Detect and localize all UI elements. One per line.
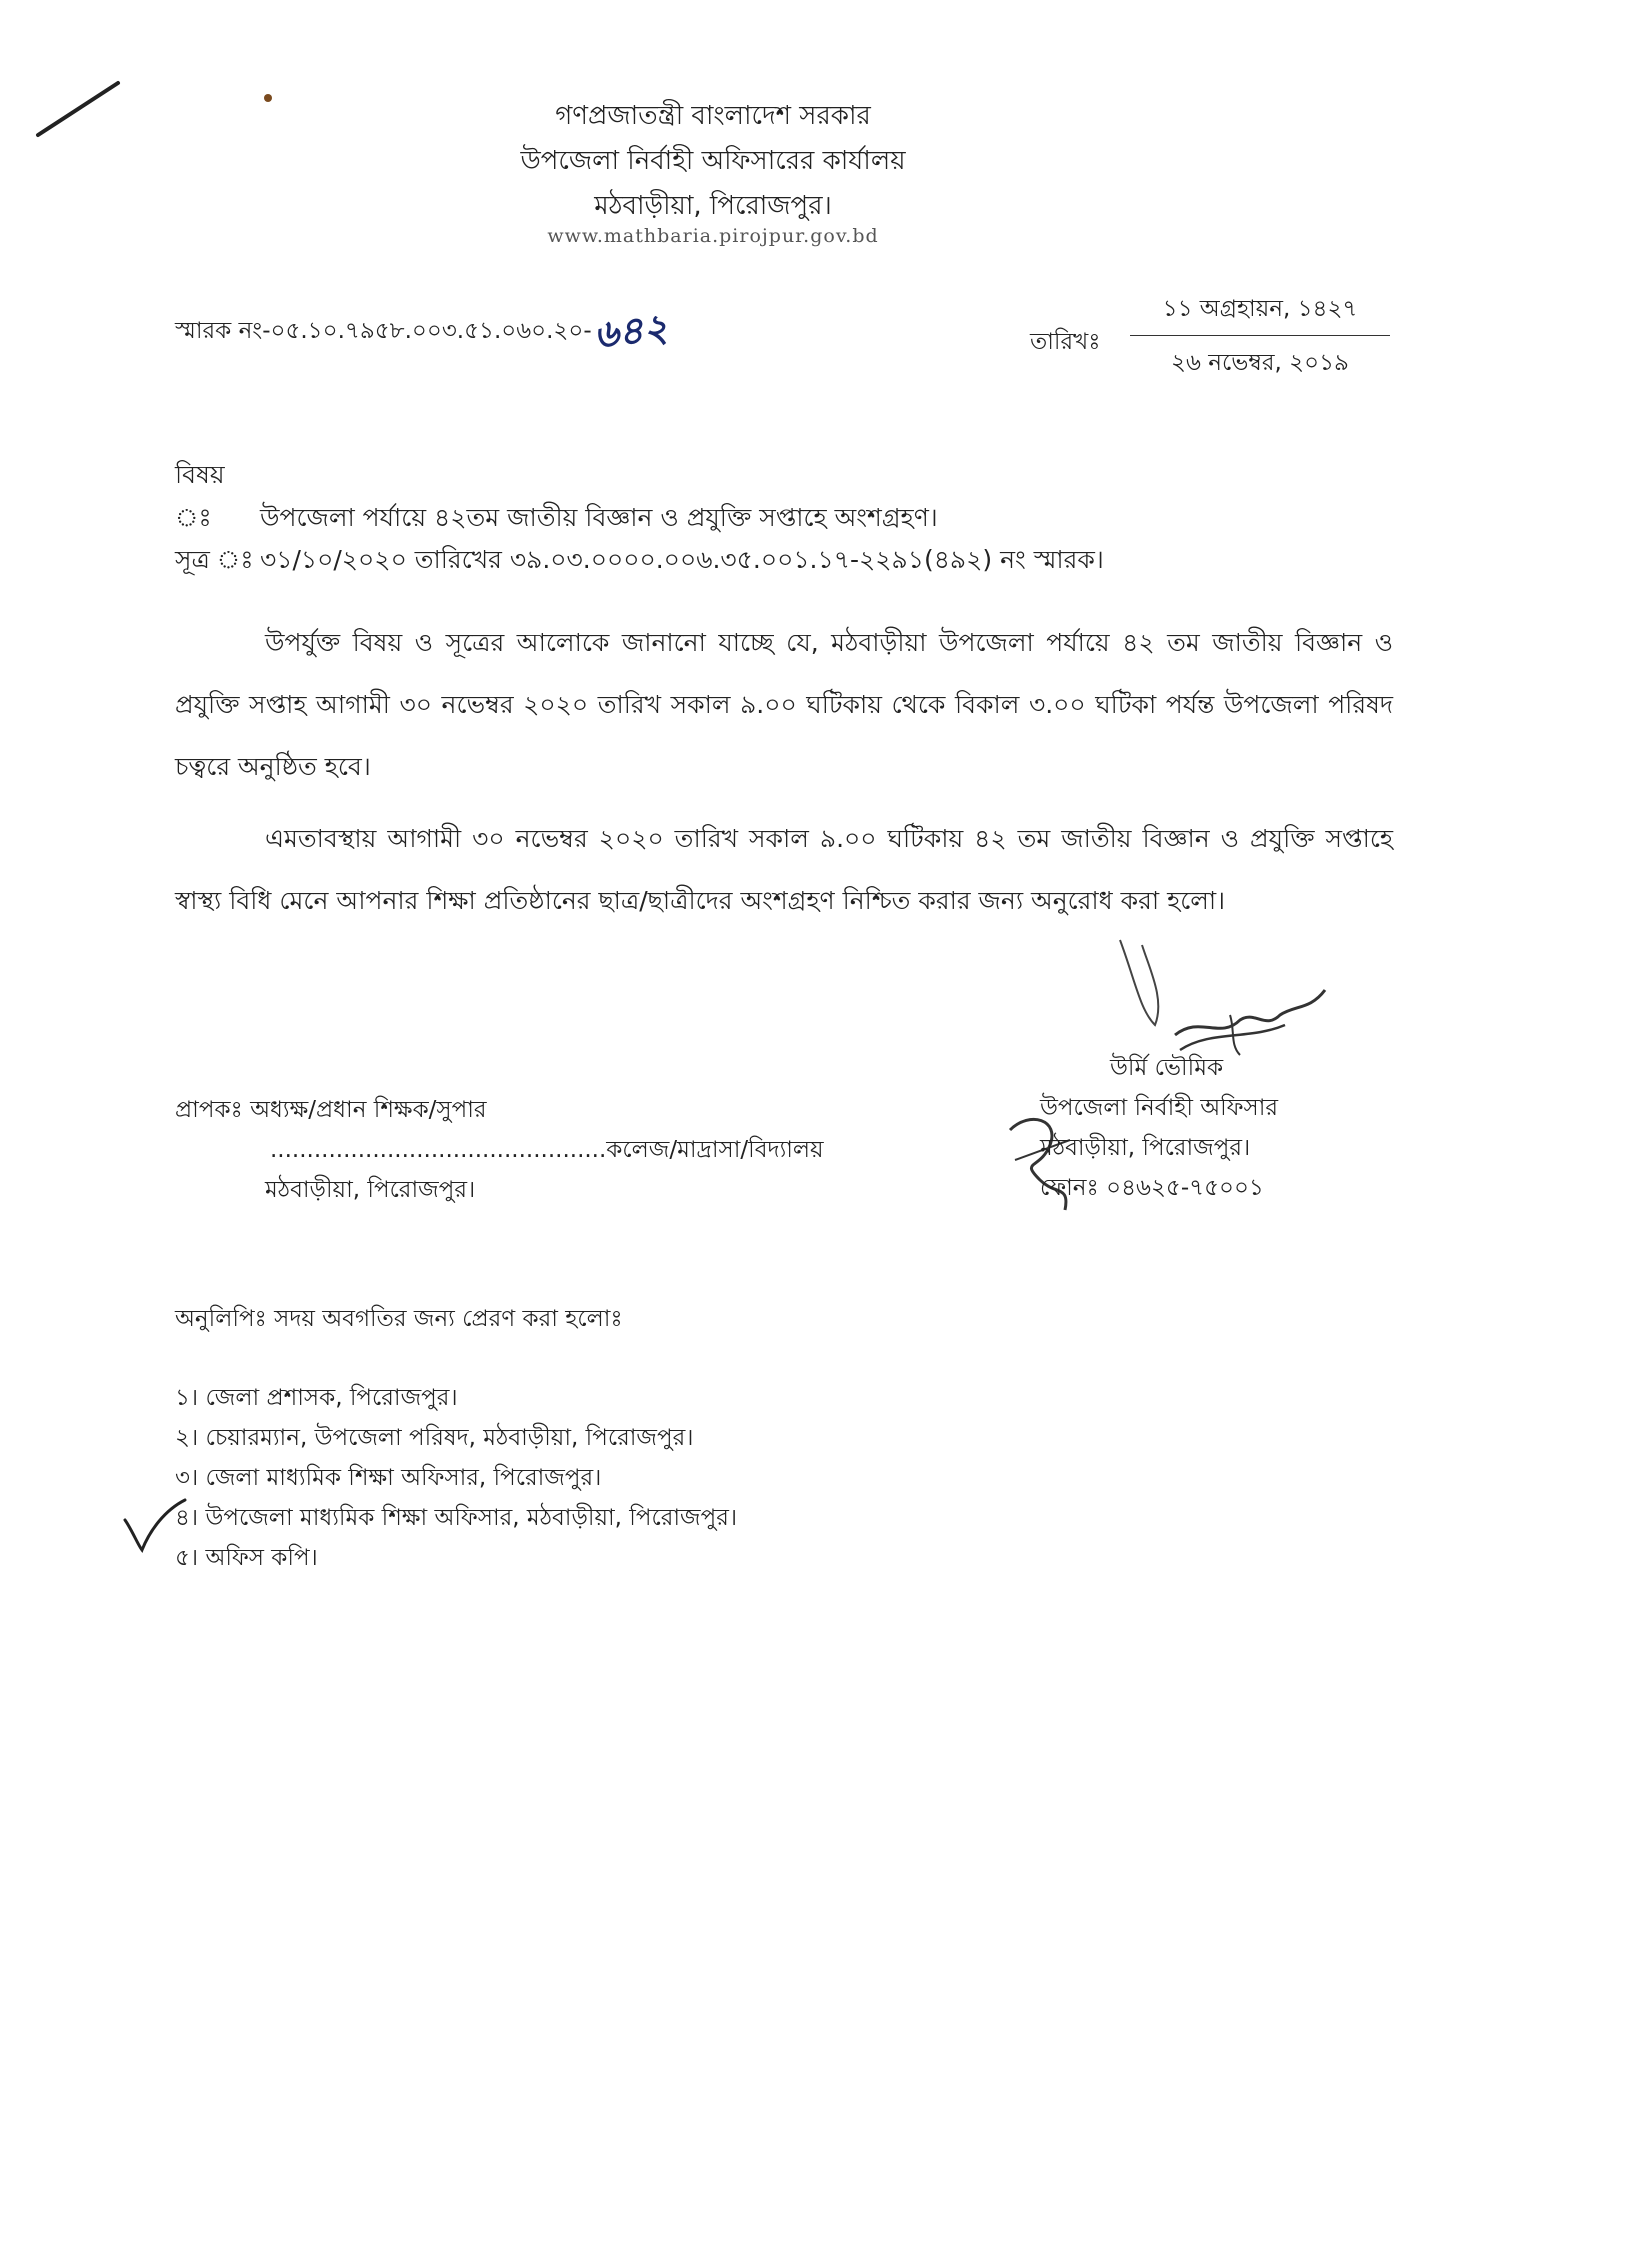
date-english: ২৬ নভেম্বর, ২০১৯ (1171, 350, 1349, 376)
memo-prefix: স্মারক নং-০৫.১০.৭৯৫৮.০০৩.৫১.০৬০.২০- (175, 318, 592, 344)
recipient-block (175, 1090, 824, 1210)
subject-label: বিষয় ঃ (175, 460, 225, 532)
copy-item: ১। জেলা প্রশাসক, পিরোজপুর। (175, 1385, 458, 1411)
date-block (1130, 290, 1390, 383)
handwritten-memo-number: ৬৪২ (591, 305, 670, 357)
body-paragraph-2-text: এমতাবস্থায় আগামী ৩০ নভেম্বর ২০২০ তারিখ সকাল ৯.০০ ঘটিকায় ৪২ তম জাতীয় বিজ্ঞান ও প্রযুক্তি সপ্তাহে স্বাস্থ্য বিধি মেনে আপনার শিক্ষা প্রতিষ্ঠানের ছাত্র/ছাত্রীদের অংশগ্রহণ নিশ্চিত করার জন্য অনুরোধ করা হলো। (175, 824, 1393, 915)
signatory-name: উর্মি ভৌমিক (1110, 1055, 1224, 1081)
date-label: তারিখঃ (1030, 329, 1101, 355)
copy-intro: অনুলিপিঃ সদয় অবগতির জন্য প্রেরণ করা হলোঃ (175, 1306, 623, 1332)
memo-number (175, 302, 668, 366)
header-government: গণপ্রজাতন্ত্রী বাংলাদেশ সরকার (555, 101, 871, 131)
date-bangla: ১১ অগ্রহায়ন, ১৪২৭ (1162, 296, 1358, 322)
recipient-line-3: মঠবাড়ীয়া, পিরোজপুর। (265, 1177, 476, 1203)
checkmark-icon (120, 1495, 190, 1555)
header-office: উপজেলা নির্বাহী অফিসারের কার্যালয় (520, 146, 906, 176)
subject-text: উপজেলা পর্যায়ে ৪২তম জাতীয় বিজ্ঞান ও প্রযুক্তি সপ্তাহে অংশগ্রহণ। (260, 503, 938, 532)
signatory-location: মঠবাড়ীয়া, পিরোজপুর। (1040, 1135, 1251, 1161)
reference-line (175, 540, 1104, 583)
subject-line (175, 455, 938, 541)
body-paragraph-1 (175, 612, 1393, 798)
signature-block (1040, 1048, 1278, 1208)
copy-item: ৪। উপজেলা মাধ্যমিক শিক্ষা অফিসার, মঠবাড়ীয়া, পিরোজপুর। (175, 1505, 738, 1531)
signatory-phone: ফোনঃ ০৪৬২৫-৭৫০০১ (1040, 1175, 1264, 1201)
signatory-designation: উপজেলা নির্বাহী অফিসার (1040, 1095, 1279, 1121)
header-website: www.mathbaria.pirojpur.gov.bd (547, 225, 879, 247)
recipient-line-1: প্রাপকঃ অধ্যক্ষ/প্রধান শিক্ষক/সুপার (175, 1097, 487, 1123)
copy-item: ৫। অফিস কপি। (175, 1545, 318, 1571)
recipient-line-2: ..............................................কলেজ/মাদ্রাসা/বিদ্যালয় (270, 1137, 824, 1163)
reference-text: ৩১/১০/২০২০ তারিখের ৩৯.০৩.০০০০.০০৬.৩৫.০০১.১৭-২২৯১(৪৯২) নং স্মারক। (260, 545, 1104, 574)
copy-item: ২। চেয়ারম্যান, উপজেলা পরিষদ, মঠবাড়ীয়া, পিরোজপুর। (175, 1425, 694, 1451)
date-divider (1130, 335, 1390, 336)
copy-item: ৩। জেলা মাধ্যমিক শিক্ষা অফিসার, পিরোজপুর। (175, 1465, 602, 1491)
copy-list (175, 1378, 737, 1578)
reference-label: সূত্র ঃ (175, 545, 254, 574)
header-location: মঠবাড়ীয়া, পিরোজপুর। (594, 191, 832, 221)
body-paragraph-2 (175, 808, 1393, 932)
body-paragraph-1-text: উপর্যুক্ত বিষয় ও সূত্রের আলোকে জানানো যাচ্ছে যে, মঠবাড়ীয়া উপজেলা পর্যায়ে ৪২ তম জাতীয় বিজ্ঞান ও প্রযুক্তি সপ্তাহ আগামী ৩০ নভেম্বর ২০২০ তারিখ সকাল ৯.০০ ঘটিকায় থেকে বিকাল ৩.০০ ঘটিকা পর্যন্ত উপজেলা পরিষদ চত্বরে অনুষ্ঠিত হবে। (175, 628, 1393, 781)
